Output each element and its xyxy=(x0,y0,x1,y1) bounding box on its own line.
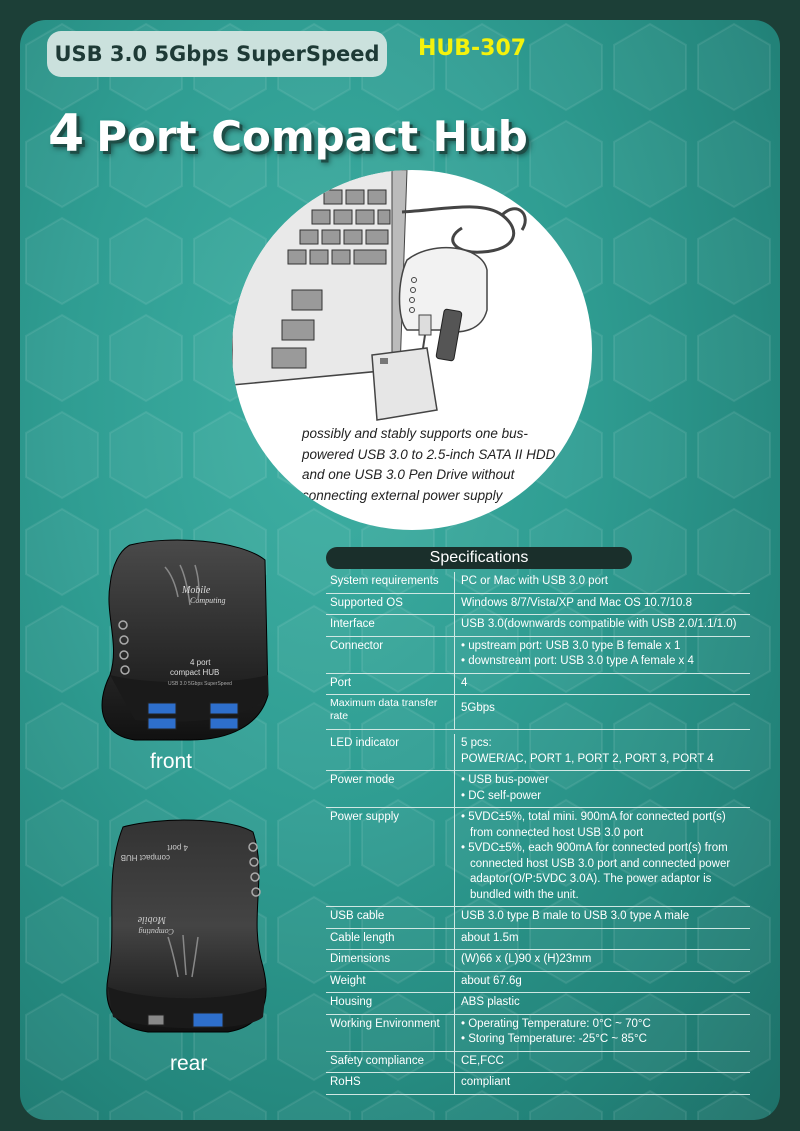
spec-key: Cable length xyxy=(326,929,455,950)
front-brand-line2: Computing xyxy=(190,596,226,605)
spec-value-text: CE,FCC xyxy=(461,1054,504,1067)
spec-row xyxy=(326,1052,750,1074)
spec-key: Maximum data transfer rate xyxy=(326,695,455,729)
spec-key: Power supply xyxy=(326,808,455,906)
spec-row xyxy=(326,695,750,730)
spec-row xyxy=(326,1073,750,1095)
spec-value xyxy=(455,1073,750,1094)
spec-value xyxy=(455,771,750,807)
front-model-line3: USB 3.0 5Gbps SuperSpeed xyxy=(168,681,232,687)
page-title xyxy=(48,104,528,164)
spec-bullet: • Operating Temperature: 0°C ~ 70°C xyxy=(461,1017,744,1033)
spec-bullet: • 5VDC±5%, total mini. 900mA for connected port(s) from connected host USB 3.0 port xyxy=(461,810,744,841)
spec-bullet: • downstream port: USB 3.0 type A female x 4 xyxy=(461,654,744,670)
spec-value-text: PC or Mac with USB 3.0 port xyxy=(461,575,608,587)
spec-value xyxy=(455,734,750,770)
spec-value xyxy=(455,993,750,1014)
rear-model: 4 port xyxy=(167,843,188,852)
spec-bullet: • USB bus-power xyxy=(461,773,744,789)
spec-value-text: about 67.6g xyxy=(461,974,522,987)
spec-row xyxy=(326,637,750,674)
spec-value-text: 4 xyxy=(461,676,468,689)
spec-bullet: • 5VDC±5%, each 900mA for connected port(s) from connected host USB 3.0 port and connected power adaptor(O/P:5VDC 3.0A). The power adaptor is bundled with the unit. xyxy=(461,841,744,903)
spec-row xyxy=(326,993,750,1015)
spec-key: RoHS xyxy=(326,1073,455,1094)
spec-value-text: ABS plastic xyxy=(461,996,520,1008)
hub-front-photo xyxy=(90,535,280,750)
spec-value xyxy=(455,615,750,636)
page-panel xyxy=(20,20,780,1120)
spec-key: Safety compliance xyxy=(326,1052,455,1073)
rear-brand: Mobile xyxy=(137,914,166,925)
spec-bullet: • DC self-power xyxy=(461,789,744,805)
spec-key: Weight xyxy=(326,972,455,993)
specifications-table xyxy=(326,572,750,1095)
title-text: Port Compact Hub xyxy=(96,112,528,161)
spec-value-text: USB 3.0(downwards compatible with USB 2.0/1.1/1.0) xyxy=(461,618,737,630)
spec-row xyxy=(326,929,750,951)
speed-badge: USB 3.0 5Gbps SuperSpeed xyxy=(47,31,387,77)
port-count: 4 xyxy=(48,104,85,164)
spec-value xyxy=(455,674,750,695)
spec-value xyxy=(455,594,750,615)
spec-key: LED indicator xyxy=(326,734,455,770)
spec-value xyxy=(455,1052,750,1073)
spec-value xyxy=(455,808,750,906)
front-model-line2: compact HUB xyxy=(170,668,220,677)
spec-value xyxy=(455,972,750,993)
front-brand: Mobile xyxy=(182,585,211,596)
spec-row xyxy=(326,594,750,616)
rear-brand-line2: Computing xyxy=(138,927,174,936)
spec-row xyxy=(326,907,750,929)
spec-row xyxy=(326,808,750,907)
spec-key: Power mode xyxy=(326,771,455,807)
rear-model-line2: compact HUB xyxy=(120,853,170,862)
spec-key: Housing xyxy=(326,993,455,1014)
illustration-caption: possibly and stably supports one bus-powered USB 3.0 to 2.5-inch SATA II HDD and one USB 3.0 Pen Drive without connecting external power supply xyxy=(302,426,556,503)
spec-key: Dimensions xyxy=(326,950,455,971)
spec-value xyxy=(455,572,750,593)
front-model: 4 port xyxy=(190,658,211,667)
spec-value-text-2: POWER/AC, PORT 1, PORT 2, PORT 3, PORT 4 xyxy=(461,752,714,765)
spec-value-text: about 1.5m xyxy=(461,931,519,944)
spec-row xyxy=(326,674,750,696)
front-label: front xyxy=(150,750,193,773)
rear-label: rear xyxy=(170,1052,208,1075)
spec-bullet: • Storing Temperature: -25°C ~ 85°C xyxy=(461,1032,744,1048)
usage-illustration xyxy=(232,170,592,530)
specifications-heading: Specifications xyxy=(326,547,632,569)
spec-value-text: 5 pcs: xyxy=(461,737,492,749)
spec-key: USB cable xyxy=(326,907,455,928)
spec-value xyxy=(455,929,750,950)
spec-key: Interface xyxy=(326,615,455,636)
spec-row xyxy=(326,572,750,594)
spec-row xyxy=(326,771,750,808)
spec-key: Working Environment xyxy=(326,1015,455,1051)
spec-row xyxy=(326,972,750,994)
spec-value xyxy=(455,637,750,673)
spec-row xyxy=(326,730,750,771)
spec-row xyxy=(326,615,750,637)
hub-rear-photo xyxy=(98,817,288,1047)
spec-value xyxy=(455,907,750,928)
spec-key: Connector xyxy=(326,637,455,673)
spec-row xyxy=(326,1015,750,1052)
spec-value-text: 5Gbps xyxy=(461,702,495,714)
spec-value-text: Windows 8/7/Vista/XP and Mac OS 10.7/10.8 xyxy=(461,596,692,609)
spec-value-text: (W)66 x (L)90 x (H)23mm xyxy=(461,953,592,965)
spec-bullet: • upstream port: USB 3.0 type B female x 1 xyxy=(461,639,744,655)
spec-row xyxy=(326,950,750,972)
spec-key: Supported OS xyxy=(326,594,455,615)
spec-key: Port xyxy=(326,674,455,695)
model-number: HUB-307 xyxy=(418,36,527,61)
spec-value-text: USB 3.0 type B male to USB 3.0 type A male xyxy=(461,910,690,922)
spec-value xyxy=(455,1015,750,1051)
spec-value xyxy=(455,950,750,971)
spec-value xyxy=(455,695,750,729)
spec-key: System requirements xyxy=(326,572,455,593)
spec-value-text: compliant xyxy=(461,1076,511,1088)
